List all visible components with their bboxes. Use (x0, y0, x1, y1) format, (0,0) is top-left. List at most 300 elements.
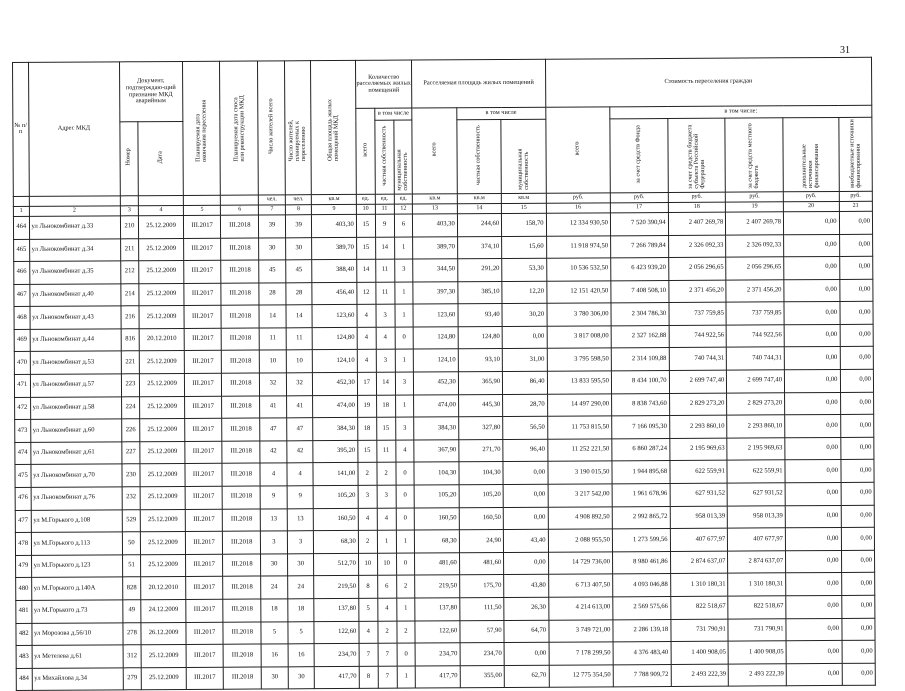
table-cell: 1 (394, 237, 413, 260)
table-cell: 12 334 930,50 (546, 213, 610, 236)
address-cell: ул Льнокомбинат д.60 (30, 419, 121, 442)
table-cell: 1 (394, 282, 413, 305)
header-cost: Стоимость переселения граждан (545, 57, 872, 107)
table-cell: 4 (359, 621, 378, 644)
table-cell: 389,70 (312, 237, 357, 260)
table-cell: 93,10 (458, 349, 503, 372)
unit-cell: руб. (726, 192, 784, 202)
column-number-cell: 1 (13, 206, 29, 216)
table-cell: 216 (121, 306, 140, 329)
table-cell: 10 536 532,50 (546, 258, 610, 281)
table-cell: III.2017 (185, 441, 223, 464)
table-cell: 227 (121, 442, 140, 465)
table-cell: 2 326 092,33 (726, 234, 784, 257)
column-number-cell: 21 (839, 201, 873, 211)
table-cell: 212 (120, 261, 139, 284)
table-cell: 0,00 (841, 550, 875, 573)
table-cell: 483 (16, 646, 32, 669)
table-cell: 1 (377, 530, 396, 553)
table-cell: 96,40 (503, 439, 548, 462)
header-cost-incl: в том числе: (610, 105, 872, 119)
header-cost-extra: дополнительные источники финансирования (783, 117, 839, 191)
table-cell: 7 (359, 643, 378, 666)
table-cell: 473 (15, 420, 31, 443)
table-cell: 7 520 390,94 (610, 212, 668, 235)
table-cell: 452,30 (313, 372, 358, 395)
header-cost-local: за счет средств местного бюджета (725, 118, 783, 192)
table-cell: 68,30 (314, 531, 359, 554)
table-cell: 8 (359, 666, 378, 689)
table-cell: 0,00 (503, 507, 548, 530)
table-cell: 93,40 (458, 304, 503, 327)
table-cell: 12 (357, 282, 376, 305)
table-cell: 417,70 (416, 666, 461, 689)
table-cell: 2 371 456,20 (668, 280, 726, 303)
table-cell: 6 860 287,24 (612, 438, 670, 461)
table-cell: 1 310 180,31 (670, 574, 728, 597)
table-cell: 5 (288, 621, 315, 644)
table-cell: 6 (377, 576, 396, 599)
table-cell: 0 (396, 508, 415, 531)
header-rooms-incl: в том числе (374, 108, 412, 120)
table-cell: 1 310 180,31 (728, 573, 786, 596)
table-cell: 1 273 599,56 (612, 529, 670, 552)
table-cell: 4 908 892,50 (548, 506, 612, 529)
unit-cell: руб. (610, 192, 668, 202)
table-cell: III.2018 (222, 328, 260, 351)
unit-cell: руб. (668, 192, 726, 202)
table-cell: 0,00 (503, 484, 548, 507)
table-cell: 367,90 (414, 440, 459, 463)
table-cell: 2 088 955,50 (548, 529, 612, 552)
table-cell: 47 (286, 418, 313, 441)
table-cell: 45 (286, 260, 313, 283)
table-cell: 0,00 (840, 437, 874, 460)
table-cell: 0,00 (840, 460, 874, 483)
table-cell: III.2017 (186, 667, 224, 690)
table-cell: 271,70 (459, 439, 504, 462)
table-cell: III.2017 (184, 328, 222, 351)
table-cell: 0,00 (786, 595, 842, 618)
header-area-resettled: Расселяемая площадь жилых помещений (412, 59, 545, 108)
table-cell: 0,00 (784, 234, 840, 257)
table-cell: 0,00 (841, 527, 875, 550)
header-rooms-private: частная собственность (375, 120, 394, 194)
table-cell: 28 (259, 283, 286, 306)
table-cell: III.2017 (183, 238, 221, 261)
table-cell: 11 (376, 440, 395, 463)
table-cell: 50 (122, 532, 141, 555)
header-rooms-total: всего (356, 108, 375, 194)
unit-cell-empty (29, 196, 120, 207)
table-cell: 16 (288, 644, 315, 667)
table-cell: 141,00 (313, 463, 358, 486)
column-number-cell: 14 (457, 203, 501, 213)
table-cell: 0,00 (840, 369, 874, 392)
table-cell: 3 780 306,00 (547, 303, 611, 326)
resettlement-table (12, 57, 876, 691)
table-cell: 20.12.2010 (140, 328, 185, 351)
header-area-incl: в том числе (457, 107, 546, 120)
address-cell: ул Льнокомбинат д.34 (29, 238, 120, 261)
table-cell: 26,30 (504, 597, 549, 620)
table-cell: 25.12.2009 (141, 554, 186, 577)
table-cell: 64,70 (504, 620, 549, 643)
table-cell: 474,00 (313, 395, 358, 418)
table-cell: 2 (377, 463, 396, 486)
table-cell: 62,70 (504, 665, 549, 688)
table-cell: 466 (14, 262, 30, 285)
table-cell: 122,60 (314, 621, 359, 644)
table-cell: III.2018 (224, 644, 262, 667)
table-cell: 397,30 (413, 281, 458, 304)
table-cell: 2 293 860,10 (669, 415, 727, 438)
table-cell: 4 376 483,40 (613, 642, 671, 665)
table-cell: III.2018 (223, 576, 261, 599)
unit-cell: кв.м (501, 193, 545, 203)
table-cell: 2 992 865,72 (612, 506, 670, 529)
table-cell: 278 (122, 622, 141, 645)
table-cell: 291,20 (457, 259, 502, 282)
table-cell: III.2018 (221, 260, 259, 283)
column-number-cell: 2 (29, 206, 120, 217)
table-cell: 105,20 (459, 485, 504, 508)
header-planned-demolition: Планируемая дата сноса или реконструкции МКД (220, 61, 259, 195)
table-cell: 14 (286, 305, 313, 328)
table-cell: 234,70 (314, 644, 359, 667)
table-cell: 31,00 (502, 349, 547, 372)
table-cell: III.2017 (185, 531, 223, 554)
address-cell: ул Льнокомбинат д.40 (29, 284, 120, 307)
address-cell: ул Михайлова д.34 (32, 668, 123, 691)
table-cell: III.2017 (185, 486, 223, 509)
table-cell: 25.12.2009 (141, 532, 186, 555)
table-cell: III.2017 (185, 554, 223, 577)
address-cell: ул М.Горького д.123 (31, 555, 122, 578)
table-cell: 14 (357, 259, 376, 282)
table-cell: 3 795 598,50 (547, 348, 611, 371)
table-cell: 4 (377, 508, 396, 531)
unit-cell: чел. (285, 195, 312, 205)
table-cell: 452,30 (414, 372, 459, 395)
table-cell: 2 493 222,39 (671, 664, 729, 687)
unit-cell-empty (13, 196, 29, 206)
column-number-cell: 7 (259, 205, 286, 215)
table-cell: 4 214 613,00 (548, 597, 612, 620)
table-cell: 0,00 (841, 505, 875, 528)
table-cell: 11 753 815,50 (547, 416, 611, 439)
table-cell: 214 (120, 283, 139, 306)
table-cell: 374,10 (457, 236, 502, 259)
table-cell: 10 (358, 553, 377, 576)
table-cell: 3 (377, 485, 396, 508)
table-cell: 737 759,85 (669, 302, 727, 325)
table-cell: 224 (121, 396, 140, 419)
table-cell: 15,60 (502, 236, 547, 259)
table-cell: 471 (14, 374, 30, 397)
table-cell: 1 (395, 395, 414, 418)
table-cell: 1 400 908,05 (728, 641, 786, 664)
table-cell: 1 (396, 598, 415, 621)
table-cell: III.2018 (221, 283, 259, 306)
table-cell: 234,70 (415, 643, 460, 666)
table-cell: 474 (15, 442, 31, 465)
unit-cell-empty (120, 196, 139, 206)
table-cell: 25.12.2009 (140, 396, 185, 419)
table-cell: 30 (259, 237, 286, 260)
table-cell: 10 (286, 350, 313, 373)
address-cell: ул Льнокомбинат д.58 (30, 397, 121, 420)
table-cell: 11 (259, 328, 286, 351)
table-cell: 731 790,91 (728, 618, 786, 641)
table-cell: 6 423 939,20 (611, 258, 669, 281)
table-cell: 244,60 (457, 213, 502, 236)
table-cell: 4 (357, 350, 376, 373)
table-cell: 481,60 (415, 553, 460, 576)
table-cell: III.2017 (185, 464, 223, 487)
address-cell: ул Метелева д.61 (32, 645, 123, 668)
table-cell: 4 (395, 440, 414, 463)
unit-cell: руб. (783, 191, 839, 201)
table-cell: 0,00 (784, 302, 840, 325)
table-cell: 30 (285, 237, 312, 260)
table-cell: III.2018 (221, 215, 259, 238)
table-cell: 627 931,52 (670, 483, 728, 506)
table-cell: 0,00 (841, 573, 875, 596)
table-cell: 417,70 (315, 666, 360, 689)
column-number-cell: 4 (139, 205, 183, 215)
header-cost-offbudget: внебюджетные источники финансирования (838, 117, 872, 191)
table-cell: III.2018 (222, 463, 260, 486)
table-cell: 0,00 (840, 324, 874, 347)
header-rooms-municipal: муниципальная собственность (393, 120, 412, 194)
table-cell: 223 (121, 374, 140, 397)
table-cell: 30,20 (502, 304, 547, 327)
table-cell: 2 829 273,20 (727, 392, 785, 415)
table-cell: III.2017 (184, 283, 222, 306)
table-cell: 2 326 092,33 (668, 235, 726, 258)
table-cell: 2 (378, 621, 397, 644)
table-cell: 828 (122, 577, 141, 600)
table-cell: 13 (260, 508, 287, 531)
table-cell: 1 944 895,68 (612, 461, 670, 484)
table-cell: III.2017 (184, 306, 222, 329)
column-number-cell: 9 (312, 204, 356, 214)
table-cell: 13 833 595,50 (547, 371, 611, 394)
address-cell: ул Льнокомбинат д.43 (30, 306, 121, 329)
table-cell: 42 (260, 441, 287, 464)
table-cell: 7 166 095,30 (612, 416, 670, 439)
table-cell: 0,00 (786, 641, 842, 664)
table-cell: 2 874 637,07 (670, 551, 728, 574)
table-cell: 0,00 (786, 618, 842, 641)
table-cell: 14 (376, 372, 395, 395)
table-cell: 822 518,67 (670, 596, 728, 619)
table-cell: 816 (121, 329, 140, 352)
table-cell: 2 407 269,78 (668, 212, 726, 235)
table-cell: 56,50 (503, 417, 548, 440)
table-cell: 25.12.2009 (139, 283, 184, 306)
table-cell: 221 (121, 351, 140, 374)
table-cell: 12,20 (502, 281, 547, 304)
table-cell: 3 (287, 531, 314, 554)
table-cell: III.2018 (222, 441, 260, 464)
table-cell: 0,00 (839, 256, 873, 279)
table-cell: 744 922,56 (669, 325, 727, 348)
table-cell: 3 (376, 304, 395, 327)
table-cell: 0,00 (842, 640, 876, 663)
table-row (16, 663, 875, 691)
column-number-cell: 17 (610, 202, 668, 212)
table-cell: III.2018 (222, 396, 260, 419)
table-cell: 384,30 (313, 418, 358, 441)
table-cell: III.2018 (222, 373, 260, 396)
header-planned-resettle-end: Планируемая дата окончания переселения (182, 61, 221, 195)
address-cell: ул М.Горького д.108 (31, 509, 122, 532)
table-cell: 51 (122, 555, 141, 578)
table-cell: 25.12.2009 (140, 486, 185, 509)
table-cell: 4 (287, 463, 314, 486)
table-cell: 30 (261, 554, 288, 577)
table-cell: 6 (394, 214, 413, 237)
table-cell: 484 (16, 668, 32, 691)
table-cell: 327,80 (458, 417, 503, 440)
table-cell: 0,00 (784, 279, 840, 302)
table-cell: 4 (358, 508, 377, 531)
table-cell: 465 (14, 239, 30, 262)
table-cell: 0,00 (783, 211, 839, 234)
table-cell: III.2018 (222, 350, 260, 373)
table-cell: 3 (395, 372, 414, 395)
table-cell: 39 (285, 215, 312, 238)
table-cell: 160,50 (314, 508, 359, 531)
table-cell: 477 (15, 510, 31, 533)
table-cell: 53,30 (502, 258, 547, 281)
table-cell: 0,00 (839, 279, 873, 302)
unit-cell: ед. (375, 194, 394, 204)
table-cell: 395,20 (313, 440, 358, 463)
table-cell: 25.12.2009 (139, 261, 184, 284)
table-cell: 529 (122, 509, 141, 532)
table-cell: 11 918 974,50 (546, 235, 610, 258)
header-rooms-count: Количество расселяемых жилых помещений (355, 60, 412, 108)
table-cell: 0,00 (786, 550, 842, 573)
column-number-cell: 18 (668, 202, 726, 212)
table-cell: 512,70 (314, 553, 359, 576)
unit-cell: кв.м (312, 194, 356, 204)
table-cell: 3 (261, 531, 288, 554)
table-cell: 482 (16, 623, 32, 646)
table-cell: 0,00 (503, 462, 548, 485)
table-cell: 481 (16, 600, 32, 623)
unit-cell: руб. (546, 193, 610, 203)
table-cell: 8 (358, 576, 377, 599)
table-cell: 41 (260, 396, 287, 419)
table-cell: 0,00 (786, 573, 842, 596)
table-cell: III.2018 (223, 554, 261, 577)
table-cell: 0 (395, 463, 414, 486)
table-cell: 2 874 637,07 (728, 551, 786, 574)
address-cell: ул Льнокомбинат д.44 (30, 329, 121, 352)
table-cell: 4 (260, 463, 287, 486)
table-cell: 25.12.2009 (139, 215, 184, 238)
table-cell: 105,20 (314, 485, 359, 508)
table-cell: 7 (378, 643, 397, 666)
table-cell: 49 (122, 600, 141, 623)
table-cell: 3 217 542,00 (548, 484, 612, 507)
header-cost-subject: за счет средств бюджета субъекта Российской Федерации (667, 118, 725, 192)
table-cell: 1 (397, 666, 416, 689)
address-cell: ул Морозова д.56/10 (31, 622, 122, 645)
table-cell: 389,70 (413, 236, 458, 259)
address-cell: ул Льнокомбинат д.57 (30, 374, 121, 397)
table-cell: 0,00 (841, 595, 875, 618)
table-cell: 5 (261, 621, 288, 644)
table-cell: 2 (358, 531, 377, 554)
table-cell: 105,20 (414, 485, 459, 508)
table-cell: 6 713 407,50 (548, 574, 612, 597)
table-cell: III.2017 (186, 599, 224, 622)
table-cell: 3 (394, 259, 413, 282)
table-cell: 470 (14, 352, 30, 375)
table-cell: 5 (359, 598, 378, 621)
table-cell: 13 (287, 508, 314, 531)
header-residents-planned: Число жителей, планируемых к переселению (284, 61, 311, 195)
table-cell: 15 (356, 237, 375, 260)
table-cell: 25.12.2009 (140, 464, 185, 487)
table-cell: 20.12.2010 (141, 577, 186, 600)
table-cell: 24 (261, 576, 288, 599)
table-cell: 68,30 (415, 530, 460, 553)
table-cell: 10 (259, 350, 286, 373)
header-address: Адрес МКД (28, 62, 120, 196)
table-cell: III.2017 (184, 396, 222, 419)
table-cell: 25.12.2009 (140, 419, 185, 442)
table-cell: 11 (376, 282, 395, 305)
table-cell: III.2018 (223, 622, 261, 645)
table-cell: 17 (357, 372, 376, 395)
table-cell: III.2017 (184, 418, 222, 441)
table-cell: 226 (121, 419, 140, 442)
table-cell: 403,30 (312, 214, 357, 237)
table-cell: 407 677,97 (670, 528, 728, 551)
table-cell: 744 922,56 (726, 325, 784, 348)
table-cell: 32 (260, 373, 287, 396)
table-cell: 28,70 (503, 394, 548, 417)
table-cell: 0,00 (839, 302, 873, 325)
table-cell: 25.12.2009 (140, 441, 185, 464)
column-number-cell: 20 (783, 201, 839, 211)
page-number: 31 (840, 45, 850, 56)
table-cell: 3 190 015,50 (548, 461, 612, 484)
table-cell: 2 327 162,88 (611, 325, 669, 348)
table-cell: 39 (259, 215, 286, 238)
table-cell: 2 056 296,65 (668, 257, 726, 280)
table-cell: 25.12.2009 (141, 509, 186, 532)
table-cell: 0 (395, 327, 414, 350)
table-cell: 958 013,39 (728, 505, 786, 528)
table-cell: 10 (377, 553, 396, 576)
table-cell: 0,00 (842, 663, 876, 686)
column-number-cell: 10 (356, 204, 375, 214)
table-cell: 2 195 969,63 (727, 438, 785, 461)
table-cell: 4 (376, 327, 395, 350)
table-cell: 365,90 (458, 372, 503, 395)
table-cell: 122,60 (415, 620, 460, 643)
column-number-cell: 8 (285, 205, 312, 215)
table-cell: 385,10 (458, 281, 503, 304)
address-cell: ул Льнокомбинат д.53 (30, 351, 121, 374)
